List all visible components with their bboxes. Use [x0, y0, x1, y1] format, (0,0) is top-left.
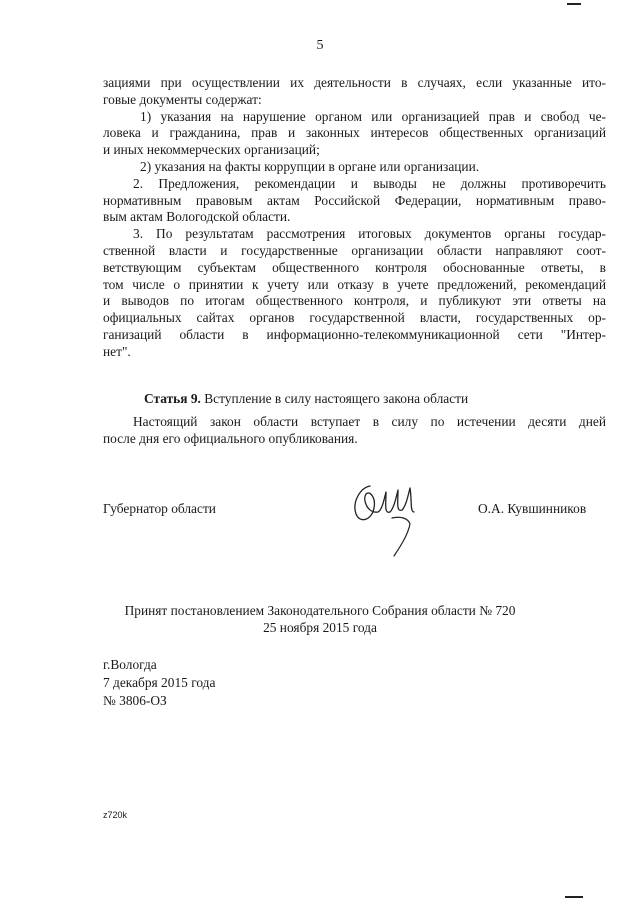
adoption-line: Принят постановлением Законодательного Собрания области № 720	[124, 603, 516, 618]
text-line: нормативным правовым актам Российской Федерации, нормативным право-	[103, 192, 606, 208]
article-heading	[103, 391, 606, 408]
body-text	[103, 75, 606, 361]
text-line: 2) указания на факты коррупции в органе или организации.	[140, 158, 480, 174]
text-line: вым актам Вологодской области.	[103, 209, 291, 225]
text-line: и выводов по итогам общественного контроля, и публикуют эти ответы на	[103, 293, 606, 309]
text-line: и иных некоммерческих организаций;	[103, 142, 320, 158]
text-line: ветствующим субъектам общественного контроля обоснованные ответы, в	[103, 259, 606, 275]
signatory-name: О.А. Кувшинников	[478, 501, 587, 516]
law-number: № 3806-ОЗ	[103, 693, 167, 708]
city: г.Вологда	[103, 657, 157, 672]
text-line: ганизаций области в информационно-телекоммуникационной сети "Интер-	[103, 326, 606, 342]
text-line: нет".	[103, 343, 131, 359]
text-line: ловека и гражданина, прав и законных интересов общественных организаций	[103, 125, 606, 141]
article-9	[103, 391, 606, 447]
scan-edge-mark-top	[567, 3, 581, 5]
signatory-position: Губернатор области	[103, 501, 216, 516]
text-line: зациями при осуществлении их деятельности в случаях, если указанные ито-	[103, 75, 606, 90]
article-label: Статья 9.	[144, 391, 201, 406]
text-line: официальных сайтах органов государственной власти, государственных ор-	[103, 310, 606, 326]
document-code: z720k	[103, 810, 128, 820]
place-date-number	[103, 656, 215, 710]
page-number: 5	[316, 38, 324, 53]
scan-edge-mark-bottom	[565, 896, 583, 898]
text-line: говые документы содержат:	[103, 91, 262, 107]
text-line: 3. По результатам рассмотрения итоговых документов органы государ-	[133, 226, 606, 242]
text-line: 1) указания на нарушение органом или организацией прав и свобод че-	[140, 108, 606, 124]
adoption-date: 25 ноября 2015 года	[263, 619, 377, 635]
article-title: Вступление в силу настоящего закона области	[200, 391, 469, 406]
article-text-line: после дня его официального опубликования.	[103, 430, 358, 446]
signing-date: 7 декабря 2015 года	[103, 675, 216, 690]
adoption-note	[0, 603, 640, 637]
text-line: ственной власти и государственные организации области направляют соот-	[103, 242, 606, 258]
text-line: 2. Предложения, рекомендации и выводы не должны противоречить	[133, 175, 606, 191]
handwritten-signature	[348, 478, 428, 560]
text-line: том числе о принятии к учету или отказу в учете предложений, рекомендаций	[103, 276, 606, 292]
article-text-line: Настоящий закон области вступает в силу по истечении десяти дней	[133, 413, 606, 429]
